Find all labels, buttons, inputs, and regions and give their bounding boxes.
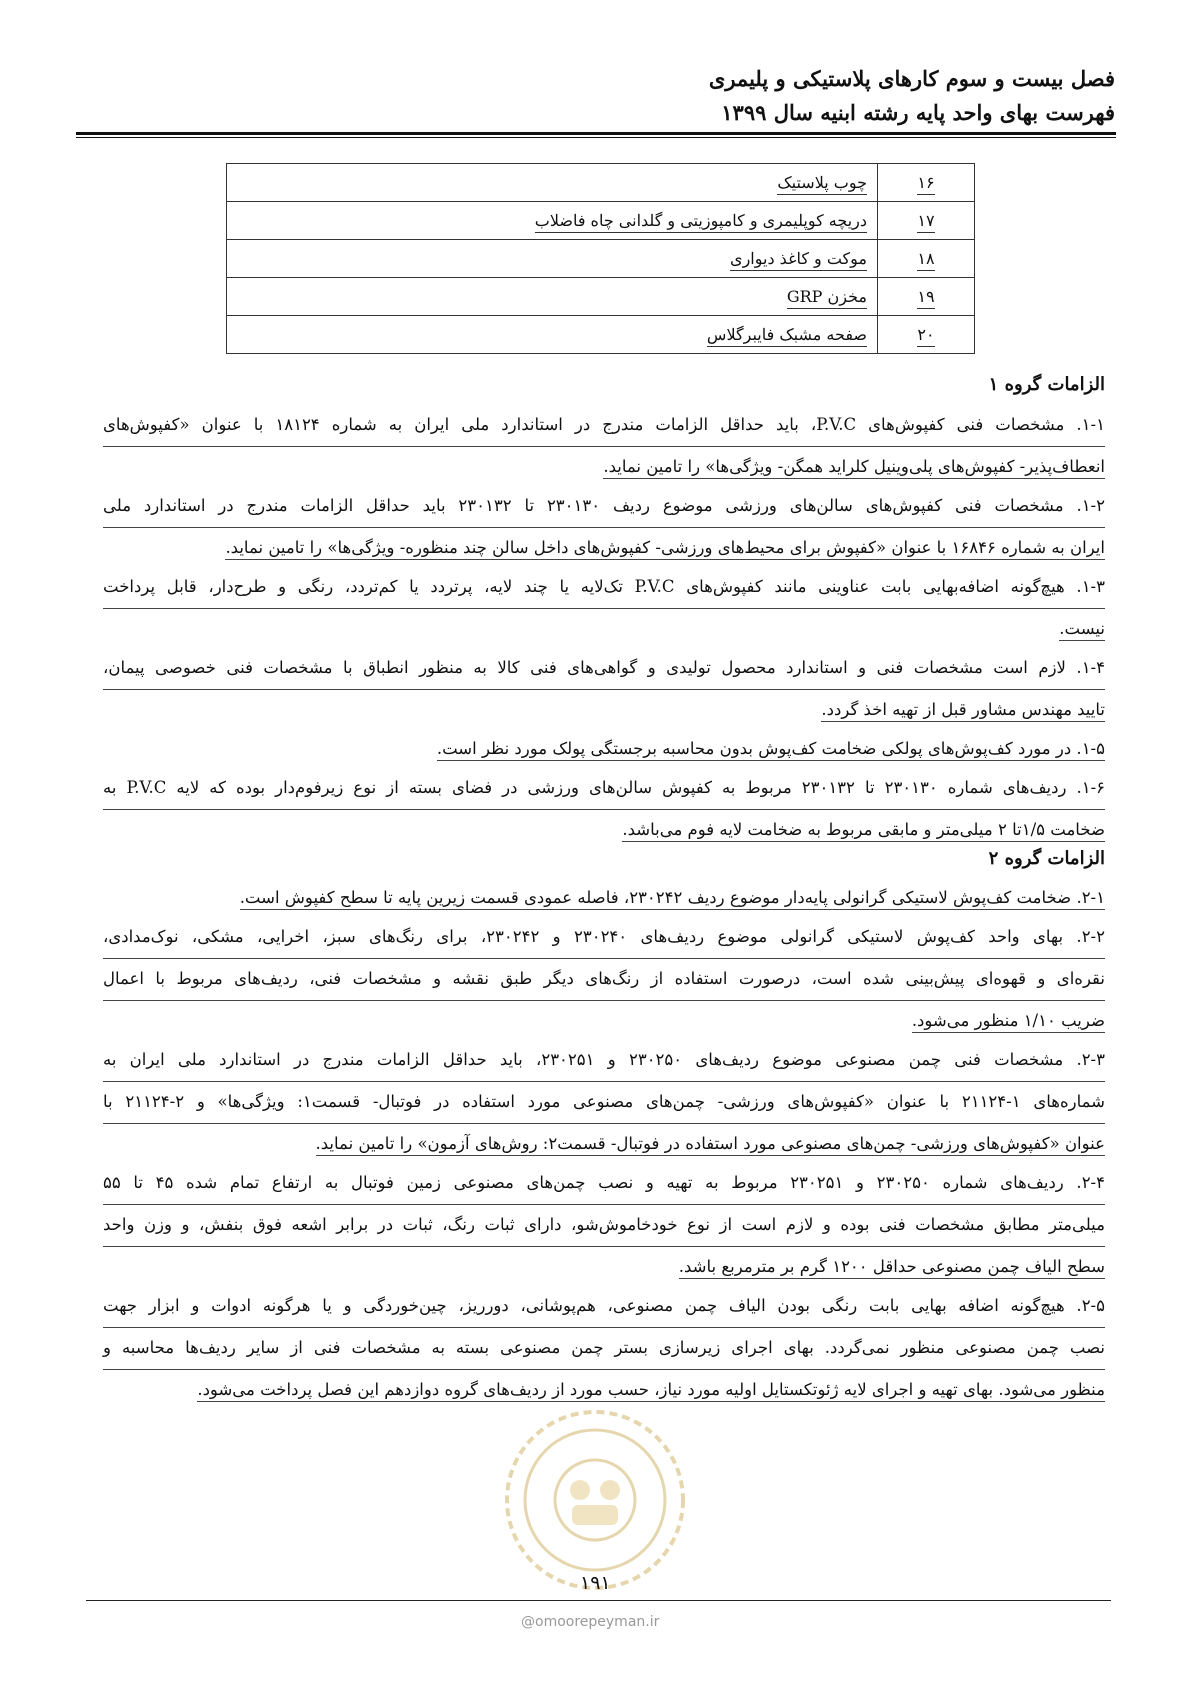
row-title-text: صفحه مشبک فایبرگلاس bbox=[707, 325, 867, 347]
row-title bbox=[227, 202, 878, 240]
row-number-text: ۱۹ bbox=[917, 287, 934, 309]
requirement-item bbox=[103, 878, 1105, 917]
watermark-stamp-icon bbox=[500, 1405, 690, 1595]
requirement-line: انعطاف‌پذیر- کفپوش‌های پلی‌وینیل کلراید همگن- ویژگی‌ها» را تامین نماید. bbox=[603, 457, 1105, 479]
row-title-text: موکت و کاغذ دیواری bbox=[730, 249, 867, 271]
requirement-item bbox=[103, 648, 1105, 729]
requirement-line: ۲-۳. مشخصات فنی چمن مصنوعی موضوع ردیف‌های ۲۳۰۲۵۰ و ۲۳۰۲۵۱، باید حداقل الزامات مندرج در استاندارد ملی ایران به bbox=[103, 1040, 1105, 1082]
requirement-line: شماره‌های ۱-۲۱۱۲۴ با عنوان «کفپوش‌های ورزشی- چمن‌های مصنوعی مورد استفاده در فوتبال- قسمت۱: ویژگی‌ها» و ۲-۲۱۱۲۴ با bbox=[103, 1082, 1105, 1124]
requirement-line: عنوان «کفپوش‌های ورزشی- چمن‌های مصنوعی مورد استفاده در فوتبال- قسمت۲: روش‌های آزمون» را تامین نماید. bbox=[316, 1134, 1105, 1156]
price-list-title: فهرست بهای واحد پایه رشته ابنیه سال ۱۳۹۹ bbox=[721, 100, 1115, 125]
group2-title: الزامات گروه ۲ bbox=[988, 848, 1105, 869]
row-number bbox=[878, 240, 975, 278]
table-row bbox=[227, 278, 975, 316]
requirement-item bbox=[103, 486, 1105, 567]
requirement-line: ۲-۱. ضخامت کف‌پوش لاستیکی گرانولی پایه‌دار موضوع ردیف ۲۳۰۲۴۲، فاصله عمودی قسمت زیرین پایه تا سطح کفپوش است. bbox=[240, 888, 1105, 910]
row-number bbox=[878, 278, 975, 316]
group1-requirements bbox=[103, 405, 1105, 849]
group2-requirements bbox=[103, 878, 1105, 1409]
requirement-line: نقره‌ای و قهوه‌ای پیش‌بینی شده است، درصورت استفاده از رنگ‌های دیگر طبق نقشه و مشخصات فنی، ردیف‌های مربوط با اعمال bbox=[103, 959, 1105, 1001]
requirement-line: سطح الیاف چمن مصنوعی حداقل ۱۲۰۰ گرم بر مترمربع باشد. bbox=[679, 1257, 1105, 1279]
requirement-item bbox=[103, 405, 1105, 486]
requirement-line: تایید مهندس مشاور قبل از تهیه اخذ گردد. bbox=[821, 700, 1105, 722]
requirement-line: ضخامت ۱/۵تا ۲ میلی‌متر و مابقی مربوط به ضخامت لایه فوم می‌باشد. bbox=[622, 820, 1105, 842]
row-title bbox=[227, 164, 878, 202]
requirement-line: ۱-۴. لازم است مشخصات فنی و استاندارد محصول تولیدی و گواهی‌های فنی کالا به منظور انطباق با مشخصات فنی خصوصی پیمان، bbox=[103, 648, 1105, 690]
requirement-line: ضریب ۱/۱۰ منظور می‌شود. bbox=[912, 1011, 1105, 1033]
table-row bbox=[227, 316, 975, 354]
header-rule-thick bbox=[76, 132, 1116, 135]
requirement-line: ایران به شماره ۱۶۸۴۶ با عنوان «کفپوش برای محیط‌های ورزشی- کفپوش‌های داخل سالن چند منظوره- ویژگی‌ها» را تامین نماید. bbox=[225, 538, 1105, 560]
group1-title: الزامات گروه ۱ bbox=[988, 374, 1105, 395]
row-number bbox=[878, 202, 975, 240]
requirement-line: ۱-۳. هیچ‌گونه اضافه‌بهایی بابت عناوینی مانند کفپوش‌های P.V.C تک‌لایه یا چند لایه، پرتردد یا کم‌تردد، رنگی و طرح‌دار، قابل پرداخت bbox=[103, 567, 1105, 609]
table-row bbox=[227, 164, 975, 202]
row-number-text: ۱۷ bbox=[917, 211, 934, 233]
requirement-item bbox=[103, 1286, 1105, 1409]
requirement-line: میلی‌متر مطابق مشخصات فنی بوده و لازم است از نوع خودخاموش‌شو، دارای ثبات رنگ، ثبات در برابر اشعه فوق بنفش، و وزن واحد bbox=[103, 1205, 1105, 1247]
requirement-item bbox=[103, 729, 1105, 768]
requirement-item bbox=[103, 917, 1105, 1040]
row-number bbox=[878, 164, 975, 202]
row-title-text: دریچه کوپلیمری و کامپوزیتی و گلدانی چاه فاضلاب bbox=[535, 211, 867, 233]
row-number-text: ۱۸ bbox=[917, 249, 934, 271]
footer-rule bbox=[86, 1600, 1111, 1601]
row-number bbox=[878, 316, 975, 354]
website-watermark: @omoorepeyman.ir bbox=[521, 1614, 660, 1630]
items-table bbox=[226, 163, 975, 354]
requirement-item bbox=[103, 768, 1105, 849]
requirement-item bbox=[103, 567, 1105, 648]
requirement-line: منظور می‌شود. بهای تهیه و اجرای لایه ژئوتکستایل اولیه مورد نیاز، حسب مورد از ردیف‌های گروه دوازدهم این فصل پرداخت می‌شود. bbox=[197, 1380, 1105, 1402]
header-rule-thin bbox=[76, 137, 1116, 138]
table-row bbox=[227, 240, 975, 278]
requirement-line: ۱-۱. مشخصات فنی کفپوش‌های P.V.C، باید حداقل الزامات مندرج در استاندارد ملی ایران به شماره ۱۸۱۲۴ با عنوان «کفپوش‌های bbox=[103, 405, 1105, 447]
chapter-title: فصل بیست و سوم کارهای پلاستیکی و پلیمری bbox=[708, 66, 1115, 91]
row-title bbox=[227, 240, 878, 278]
row-title bbox=[227, 316, 878, 354]
row-number-text: ۲۰ bbox=[917, 325, 934, 347]
page-number: ۱۹۱ bbox=[580, 1572, 611, 1594]
page-header bbox=[75, 62, 1115, 130]
requirement-line: ۲-۲. بهای واحد کف‌پوش لاستیکی گرانولی موضوع ردیف‌های ۲۳۰۲۴۰ و ۲۳۰۲۴۲، برای رنگ‌های سبز، اخرایی، مشکی، نوک‌مدادی، bbox=[103, 917, 1105, 959]
requirement-item bbox=[103, 1163, 1105, 1286]
requirement-line: ۱-۲. مشخصات فنی کفپوش‌های سالن‌های ورزشی موضوع ردیف ۲۳۰۱۳۰ تا ۲۳۰۱۳۲ باید حداقل الزامات مندرج در استاندارد ملی bbox=[103, 486, 1105, 528]
requirement-line: ۲-۵. هیچ‌گونه اضافه بهایی بابت رنگی بودن الیاف چمن مصنوعی، هم‌پوشانی، دورریز، چین‌خوردگی و یا هرگونه ادوات و ابزار جهت bbox=[103, 1286, 1105, 1328]
row-title-text: چوب پلاستیک bbox=[777, 173, 867, 195]
row-title-text: مخزن GRP bbox=[787, 287, 867, 309]
row-title bbox=[227, 278, 878, 316]
requirement-line: ۱-۶. ردیف‌های شماره ۲۳۰۱۳۰ تا ۲۳۰۱۳۲ مربوط به کفپوش سالن‌های ورزشی در فضای بسته از نوع زیرفوم‌دار بوده که لایه P.V.C به bbox=[103, 768, 1105, 810]
requirement-line: نصب چمن مصنوعی منظور نمی‌گردد. بهای اجرای زیرسازی بستر چمن مصنوعی بسته به مشخصات فنی از سایر ردیف‌ها محاسبه و bbox=[103, 1328, 1105, 1370]
row-number-text: ۱۶ bbox=[917, 173, 934, 195]
requirement-line: نیست. bbox=[1059, 619, 1105, 641]
table-row bbox=[227, 202, 975, 240]
requirement-line: ۱-۵. در مورد کف‌پوش‌های پولکی ضخامت کف‌پوش بدون محاسبه برجستگی پولک مورد نظر است. bbox=[437, 739, 1105, 761]
requirement-line: ۲-۴. ردیف‌های شماره ۲۳۰۲۵۰ و ۲۳۰۲۵۱ مربوط به تهیه و نصب چمن‌های مصنوعی زمین فوتبال به ارتفاع تمام شده ۴۵ تا ۵۵ bbox=[103, 1163, 1105, 1205]
requirement-item bbox=[103, 1040, 1105, 1163]
